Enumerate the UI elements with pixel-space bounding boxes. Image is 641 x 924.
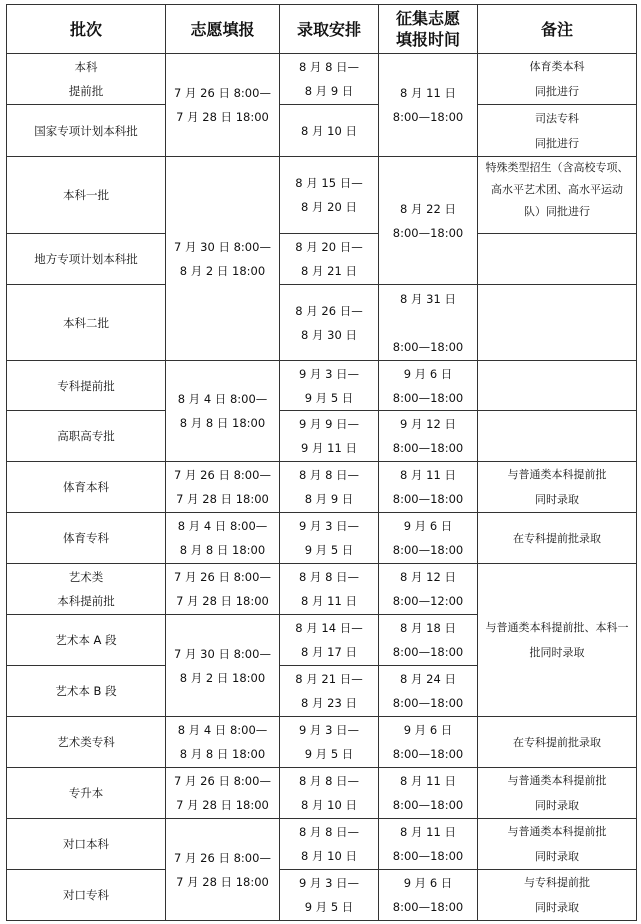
collect-cell: 8 月 12 日 8:00—12:00 — [379, 564, 478, 615]
note-cell: 与普通类本科提前批 同时录取 — [478, 819, 637, 870]
collect-cell: 8 月 18 日 8:00—18:00 — [379, 615, 478, 666]
admission-schedule-table — [6, 4, 637, 921]
fill-cell: 7 月 30 日 8:00— 8 月 2 日 18:00 — [166, 615, 280, 717]
collect-cell: 9 月 6 日 8:00—18:00 — [379, 717, 478, 768]
table-row — [7, 411, 637, 462]
admit-cell: 8 月 8 日— 8 月 9 日 — [280, 462, 379, 513]
batch-cell: 艺术类专科 — [7, 717, 166, 768]
admit-cell: 8 月 8 日— 8 月 11 日 — [280, 564, 379, 615]
batch-cell: 地方专项计划本科批 — [7, 234, 166, 285]
collect-cell: 9 月 6 日 8:00—18:00 — [379, 870, 478, 921]
admit-cell: 8 月 15 日— 8 月 20 日 — [280, 157, 379, 234]
batch-cell: 本科一批 — [7, 157, 166, 234]
fill-cell: 8 月 4 日 8:00— 8 月 8 日 18:00 — [166, 361, 280, 462]
note-cell: 特殊类型招生（含高校专项、 高水平艺术团、高水平运动 队）同批进行 — [478, 157, 637, 234]
fill-cell: 8 月 4 日 8:00— 8 月 8 日 18:00 — [166, 513, 280, 564]
batch-cell: 本科二批 — [7, 285, 166, 361]
batch-cell: 艺术本 A 段 — [7, 615, 166, 666]
note-cell — [478, 234, 637, 285]
fill-cell: 7 月 30 日 8:00— 8 月 2 日 18:00 — [166, 157, 280, 361]
admit-cell: 8 月 8 日— 8 月 10 日 — [280, 768, 379, 819]
batch-cell: 国家专项计划本科批 — [7, 105, 166, 157]
header-collect: 征集志愿 填报时间 — [379, 5, 478, 54]
batch-cell: 高职高专批 — [7, 411, 166, 462]
table-row — [7, 513, 637, 564]
batch-cell: 对口本科 — [7, 819, 166, 870]
note-cell: 在专科提前批录取 — [478, 717, 637, 768]
collect-cell: 8 月 31 日 8:00—18:00 — [379, 285, 478, 361]
fill-cell: 7 月 26 日 8:00— 7 月 28 日 18:00 — [166, 819, 280, 921]
table-row — [7, 564, 637, 615]
header-note: 备注 — [478, 5, 637, 54]
batch-cell: 本科 提前批 — [7, 54, 166, 105]
admit-cell: 8 月 10 日 — [280, 105, 379, 157]
table-row — [7, 105, 637, 157]
table-row — [7, 768, 637, 819]
batch-cell: 艺术类 本科提前批 — [7, 564, 166, 615]
admit-cell: 9 月 9 日— 9 月 11 日 — [280, 411, 379, 462]
header-admit: 录取安排 — [280, 5, 379, 54]
batch-cell: 对口专科 — [7, 870, 166, 921]
admit-cell: 9 月 3 日— 9 月 5 日 — [280, 717, 379, 768]
fill-cell: 7 月 26 日 8:00— 7 月 28 日 18:00 — [166, 462, 280, 513]
collect-cell: 9 月 6 日 8:00—18:00 — [379, 361, 478, 411]
admit-cell: 8 月 20 日— 8 月 21 日 — [280, 234, 379, 285]
admit-cell: 8 月 26 日— 8 月 30 日 — [280, 285, 379, 361]
table-row — [7, 54, 637, 105]
note-cell: 司法专科 同批进行 — [478, 105, 637, 157]
note-cell: 与普通类本科提前批 同时录取 — [478, 462, 637, 513]
table-row — [7, 234, 637, 285]
note-cell: 体育类本科 同批进行 — [478, 54, 637, 105]
admit-cell: 8 月 14 日— 8 月 17 日 — [280, 615, 379, 666]
table-row — [7, 717, 637, 768]
batch-cell: 专科提前批 — [7, 361, 166, 411]
fill-cell: 8 月 4 日 8:00— 8 月 8 日 18:00 — [166, 717, 280, 768]
batch-cell: 体育本科 — [7, 462, 166, 513]
table-row — [7, 157, 637, 234]
batch-cell: 体育专科 — [7, 513, 166, 564]
note-cell: 与专科提前批 同时录取 — [478, 870, 637, 921]
note-cell: 与普通类本科提前批、本科一 批同时录取 — [478, 564, 637, 717]
collect-cell: 8 月 11 日 8:00—18:00 — [379, 462, 478, 513]
header-row — [7, 5, 637, 54]
collect-cell: 8 月 24 日 8:00—18:00 — [379, 666, 478, 717]
header-fill: 志愿填报 — [166, 5, 280, 54]
collect-cell: 8 月 11 日 8:00—18:00 — [379, 819, 478, 870]
batch-cell: 艺术本 B 段 — [7, 666, 166, 717]
header-batch: 批次 — [7, 5, 166, 54]
note-cell: 在专科提前批录取 — [478, 513, 637, 564]
admit-cell: 9 月 3 日— 9 月 5 日 — [280, 361, 379, 411]
collect-cell: 8 月 11 日 8:00—18:00 — [379, 54, 478, 157]
admit-cell: 9 月 3 日— 9 月 5 日 — [280, 870, 379, 921]
admit-cell: 8 月 8 日— 8 月 9 日 — [280, 54, 379, 105]
admit-cell: 8 月 8 日— 8 月 10 日 — [280, 819, 379, 870]
note-cell: 与普通类本科提前批 同时录取 — [478, 768, 637, 819]
collect-cell: 8 月 22 日 8:00—18:00 — [379, 157, 478, 285]
fill-cell: 7 月 26 日 8:00— 7 月 28 日 18:00 — [166, 564, 280, 615]
note-cell — [478, 361, 637, 411]
collect-cell: 9 月 6 日 8:00—18:00 — [379, 513, 478, 564]
table-row — [7, 870, 637, 921]
fill-cell: 7 月 26 日 8:00— 7 月 28 日 18:00 — [166, 768, 280, 819]
collect-cell: 8 月 11 日 8:00—18:00 — [379, 768, 478, 819]
note-cell — [478, 285, 637, 361]
collect-cell: 9 月 12 日 8:00—18:00 — [379, 411, 478, 462]
table-row — [7, 285, 637, 361]
table-row — [7, 819, 637, 870]
note-cell — [478, 411, 637, 462]
fill-cell: 7 月 26 日 8:00— 7 月 28 日 18:00 — [166, 54, 280, 157]
table-row — [7, 361, 637, 411]
admit-cell: 9 月 3 日— 9 月 5 日 — [280, 513, 379, 564]
admit-cell: 8 月 21 日— 8 月 23 日 — [280, 666, 379, 717]
batch-cell: 专升本 — [7, 768, 166, 819]
table-row — [7, 462, 637, 513]
